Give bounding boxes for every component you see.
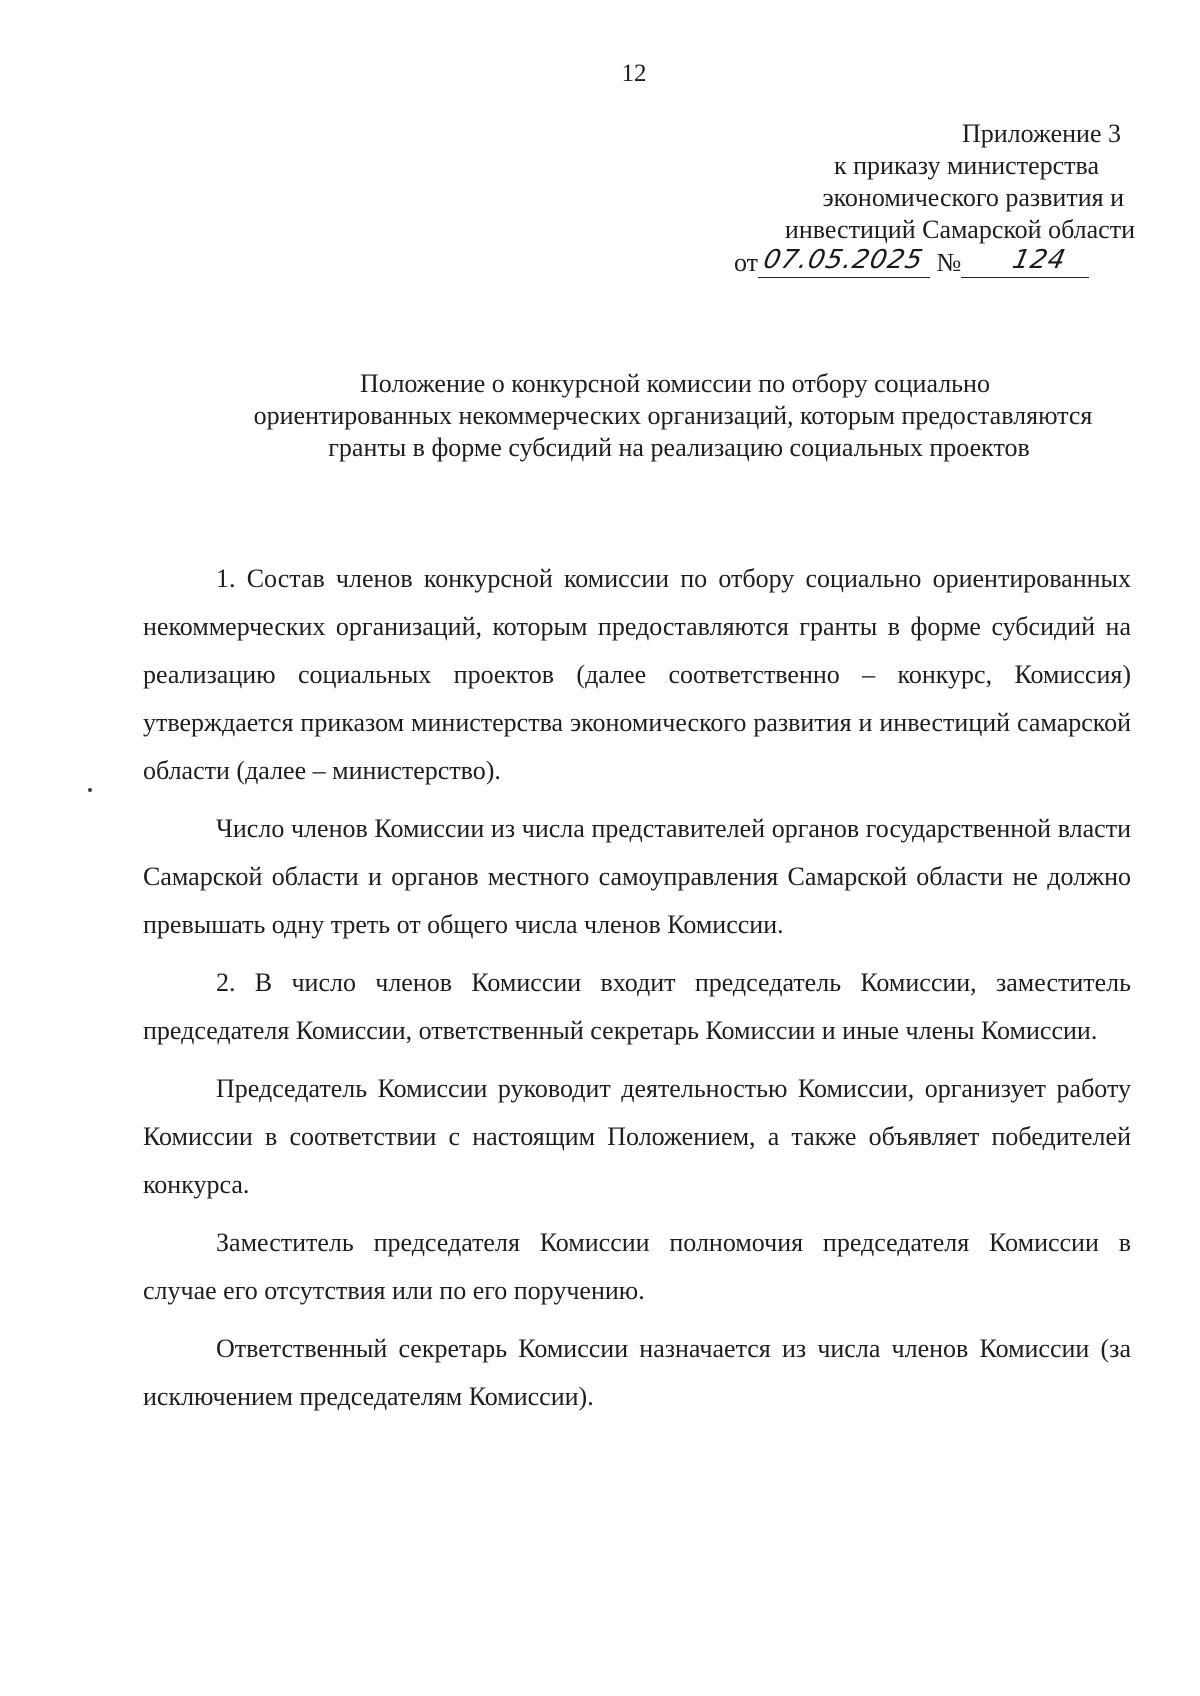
handwritten-number: 124 xyxy=(1010,245,1070,275)
paragraph-1: 1. Состав членов конкурсной комиссии по отбору социально ориентированных некоммерческих организаций, которым предоставляются гранты в форме субсидий на реализацию социальных проектов (далее соответственно – конкурс, Комиссия) утверждается приказом министерства экономического развития и инвестиций самарской области (далее – министерство). xyxy=(143,564,1131,785)
paragraph-6: Ответственный секретарь Комиссии назначается из числа членов Комиссии (за исключением председателям Комиссии). xyxy=(143,1334,1131,1411)
order-date-number-line xyxy=(734,247,1089,283)
appendix-header xyxy=(640,118,1135,246)
appendix-region-line: инвестиций Самарской области xyxy=(784,215,1135,244)
page-number: 12 xyxy=(621,60,647,87)
title-line-1: Положение о конкурсной комиссии по отбору социально xyxy=(360,369,990,398)
paragraph-3: 2. В число членов Комиссии входит председатель Комиссии, заместитель председателя Комиссии, ответственный секретарь Комиссии и иные члены Комиссии. xyxy=(143,968,1131,1045)
paragraph-2: Число членов Комиссии из числа представителей органов государственной власти Самарской области и органов местного самоуправления Самарской области не должно превышать одну треть от общего числа членов Комиссии. xyxy=(143,814,1131,939)
handwritten-date: 07.05.2025 xyxy=(760,245,927,275)
title-line-3: гранты в форме субсидий на реализацию социальных проектов xyxy=(328,433,1030,462)
appendix-order-ref: к приказу министерства xyxy=(834,151,1099,180)
number-field xyxy=(961,247,1089,278)
number-label: № xyxy=(936,248,962,277)
date-prefix: от xyxy=(734,248,759,277)
paragraph-4: Председатель Комиссии руководит деятельностью Комиссии, организует работу Комиссии в соответствии с настоящим Положением, а также объявляет победителей конкурса. xyxy=(143,1074,1131,1199)
paragraph-5: Заместитель председателя Комиссии полномочия председателя Комиссии в случае его отсутствия или по его поручению. xyxy=(143,1228,1131,1305)
appendix-ministry-line: экономического развития и xyxy=(822,183,1124,212)
date-field xyxy=(758,247,930,278)
document-body xyxy=(143,555,1131,1431)
title-line-2: ориентированных некоммерческих организаций, которым предоставляются xyxy=(253,401,1093,430)
appendix-title: Приложение 3 xyxy=(961,119,1121,148)
scan-speck xyxy=(88,788,92,792)
document-title xyxy=(140,368,1140,464)
